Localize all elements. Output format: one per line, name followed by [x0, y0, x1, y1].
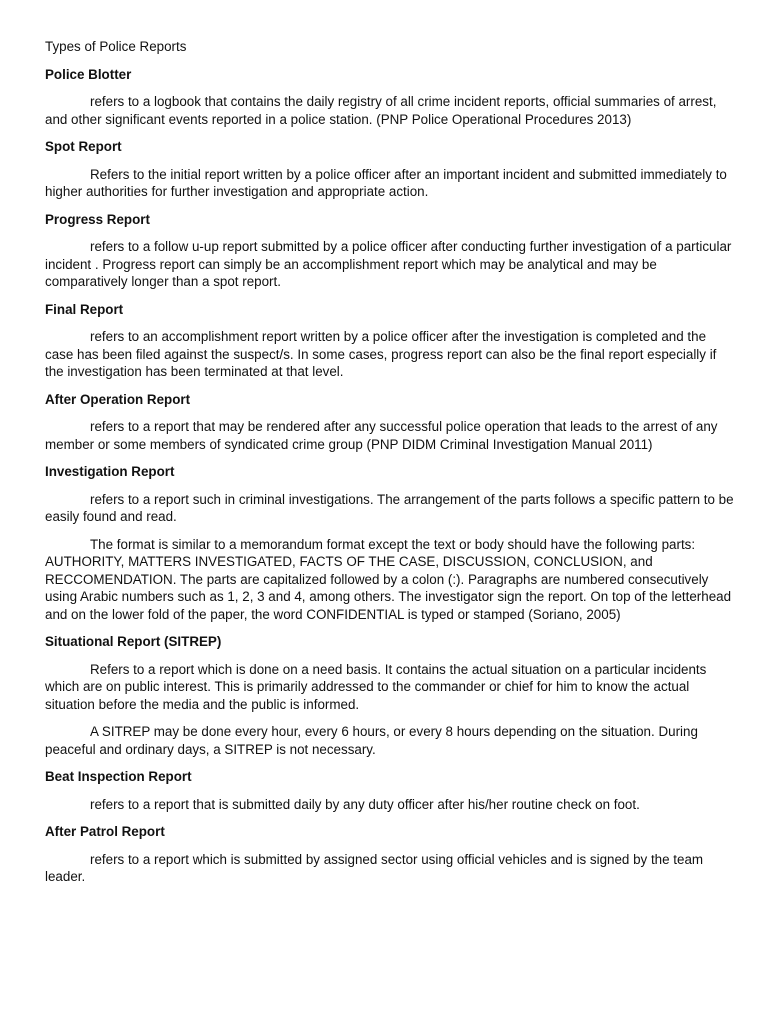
section-paragraph: The format is similar to a memorandum format except the text or body should have the following parts: AUTHORITY, MATTERS INVESTIGATED, FACTS OF THE CASE, DISCUSSION, CONCLUSION, and RECCOMENDATION. The parts are capitalized followed by a colon (:). Paragraphs are numbered consecutively using Arabic numbers such as 1, 2, 3 and 4, among others. The investigator sign the report. On top of the letterhead and on the lower fold of the paper, the word CONFIDENTIAL is typed or stamped (Soriano, 2005)	[45, 536, 732, 622]
section-paragraph: refers to a follow u-up report submitted by a police officer after conducting further investigation of a particular incident . Progress report can simply be an accomplishment report which may be analytical and may be comparatively longer than a spot report.	[45, 239, 732, 289]
section-paragraph: refers to a report that may be rendered after any successful police operation that leads to the arrest of any member or some members of syndicated crime group (PNP DIDM Criminal Investigation Manual 2011)	[45, 419, 718, 452]
section-heading: Spot Report	[45, 139, 122, 154]
section-paragraph: A SITREP may be done every hour, every 6 hours, or every 8 hours depending on the situation. During peaceful and ordinary days, a SITREP is not necessary.	[45, 724, 698, 757]
section-after-operation-report	[45, 391, 735, 454]
section-heading: After Operation Report	[45, 391, 191, 407]
section-heading: After Patrol Report	[45, 824, 165, 839]
section-heading: Situational Report (SITREP)	[45, 634, 222, 649]
document-page	[45, 38, 735, 896]
section-situational-report	[45, 633, 735, 758]
section-final-report	[45, 301, 735, 381]
section-paragraph: refers to a logbook that contains the daily registry of all crime incident reports, official summaries of arrest, and other significant events reported in a police station. (PNP Police Operational Procedures 2013)	[45, 94, 717, 127]
section-beat-inspection-report	[45, 768, 735, 813]
section-paragraph: Refers to a report which is done on a need basis. It contains the actual situation on a particular incidents which are on public interest. This is primarily addressed to the commander or chief for him to know the actual situation before the media and the public is informed.	[45, 661, 707, 712]
section-spot-report	[45, 138, 735, 201]
section-heading: Final Report	[45, 301, 124, 317]
section-heading: Police Blotter	[45, 66, 132, 82]
section-heading: Progress Report	[45, 211, 150, 227]
section-paragraph: refers to a report such in criminal investigations. The arrangement of the parts follows a specific pattern to be easily found and read.	[45, 491, 734, 524]
section-police-blotter	[45, 66, 735, 129]
section-heading: Investigation Report	[45, 464, 175, 479]
section-paragraph: refers to a report which is submitted by assigned sector using official vehicles and is signed by the team leader.	[45, 851, 704, 884]
section-after-patrol-report	[45, 823, 735, 886]
section-paragraph: refers to an accomplishment report written by a police officer after the investigation is completed and the case has been filed against the suspect/s. In some cases, progress report can also be the final report especially if the investigation has been terminated at that level.	[45, 329, 717, 379]
document-title: Types of Police Reports	[45, 39, 187, 54]
section-paragraph: Refers to the initial report written by a police officer after an important incident and submitted immediately to higher authorities for further investigation and appropriate action.	[45, 166, 727, 199]
section-investigation-report	[45, 463, 735, 623]
section-progress-report	[45, 211, 735, 291]
section-heading: Beat Inspection Report	[45, 769, 192, 784]
section-paragraph: refers to a report that is submitted daily by any duty officer after his/her routine check on foot.	[90, 796, 640, 812]
